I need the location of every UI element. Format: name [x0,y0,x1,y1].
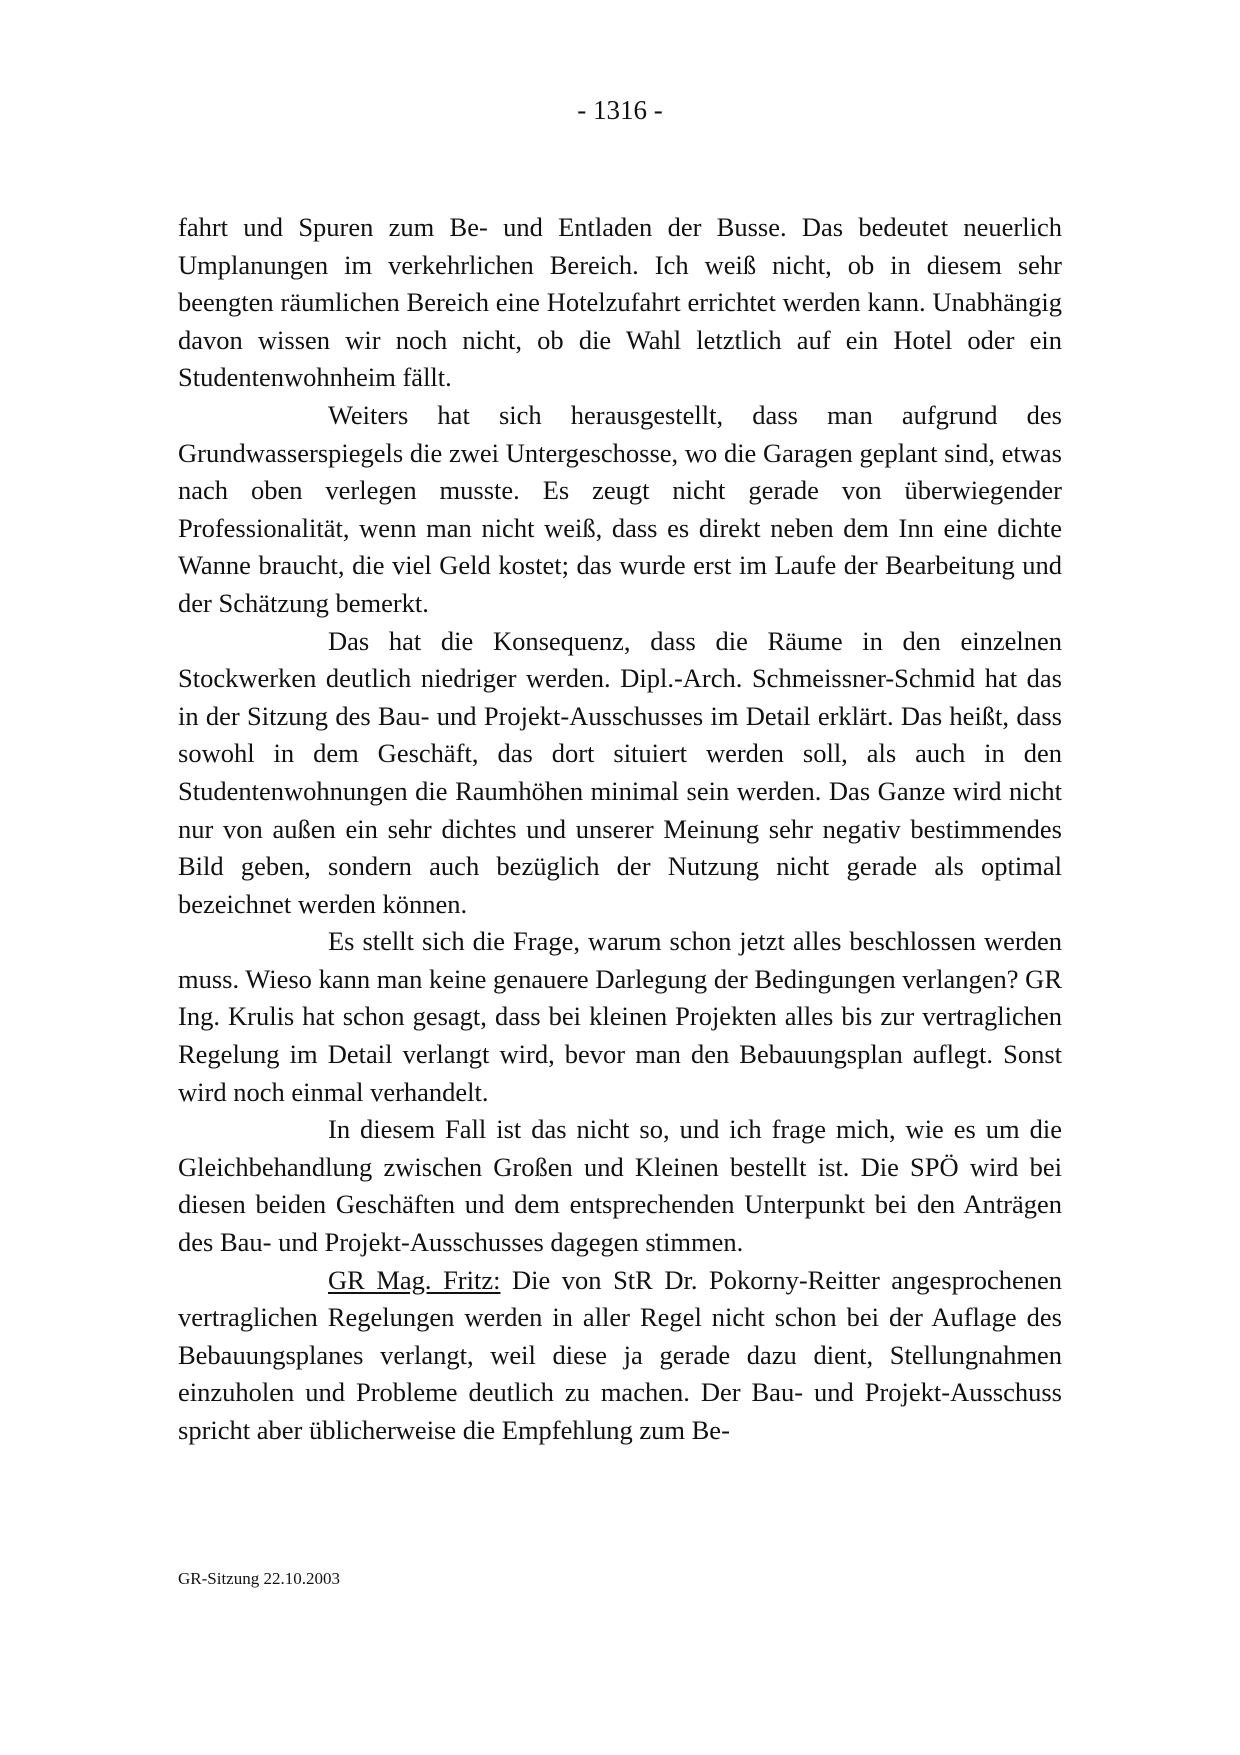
paragraph-6 [178,1262,1062,1450]
body-text [178,209,1062,1450]
paragraph-3 [178,623,1062,924]
paragraph-1-text: fahrt und Spuren zum Be- und Entladen der Busse. Das bedeutet neuerlich Umplanungen im verkehrlichen Bereich. Ich weiß nicht, ob in diesem sehr beengten räumlichen Bereich eine Hotelzufahrt errichtet werden kann. Unabhängig davon wissen wir noch nicht, ob die Wahl letztlich auf ein Hotel oder ein Studentenwohnheim fällt. [178,212,1062,393]
footer-session-date: GR-Sitzung 22.10.2003 [178,1569,340,1588]
paragraph-3-text: Das hat die Konsequenz, dass die Räume in den einzelnen Stockwerken deutlich niedriger werden. Dipl.-Arch. Schmeissner-Schmid hat das in der Sitzung des Bau- und Projekt-Ausschusses im Detail erklärt. Das heißt, dass sowohl in dem Geschäft, das dort situiert werden soll, als auch in den Studentenwohnungen die Raumhöhen minimal sein werden. Das Ganze wird nicht nur von außen ein sehr dichtes und unserer Meinung sehr negativ bestimmendes Bild geben, sondern auch bezüglich der Nutzung nicht gerade als optimal bezeichnet werden können. [178,625,1062,919]
paragraph-1 [178,209,1062,397]
paragraph-4-text: Es stellt sich die Frage, warum schon jetzt alles beschlossen werden muss. Wieso kann man keine genauere Darlegung der Bedingungen verlangen? GR Ing. Krulis hat schon gesagt, dass bei kleinen Projekten alles bis zur vertraglichen Regelung im Detail verlangt wird, bevor man den Bebauungsplan auflegt. Sonst wird noch einmal verhandelt. [178,926,1062,1107]
paragraph-2-text: Weiters hat sich herausgestellt, dass man aufgrund des Grundwasserspiegels die zwei Untergeschosse, wo die Garagen geplant sind, etwas nach oben verlegen musste. Es zeugt nicht gerade von überwiegender Professionalität, wenn man nicht weiß, dass es direkt neben dem Inn eine dichte Wanne braucht, die viel Geld kostet; das wurde erst im Laufe der Bearbeitung und der Schätzung bemerkt. [178,399,1062,618]
speaker-name: GR Mag. Fritz: [328,1264,501,1295]
paragraph-4 [178,923,1062,1111]
paragraph-2 [178,397,1062,623]
page-number: - 1316 - [577,95,663,125]
paragraph-5-text: In diesem Fall ist das nicht so, und ich frage mich, wie es um die Gleichbehandlung zwischen Großen und Kleinen bestellt ist. Die SPÖ wird bei diesen beiden Geschäften und dem entsprechenden Unterpunkt bei den Anträgen des Bau- und Projekt-Ausschusses dagegen stimmen. [178,1114,1062,1258]
paragraph-5 [178,1111,1062,1261]
paragraph-6-text: Die von StR Dr. Pokorny-Reitter angesprochenen vertraglichen Regelungen werden in aller Regel nicht schon bei der Auflage des Bebauungsplanes verlangt, weil diese ja gerade dazu dient, Stellungnahmen einzuholen und Probleme deutlich zu machen. Der Bau- und Projekt-Ausschuss spricht aber üblicherweise die Empfehlung zum Be- [178,1264,1062,1445]
